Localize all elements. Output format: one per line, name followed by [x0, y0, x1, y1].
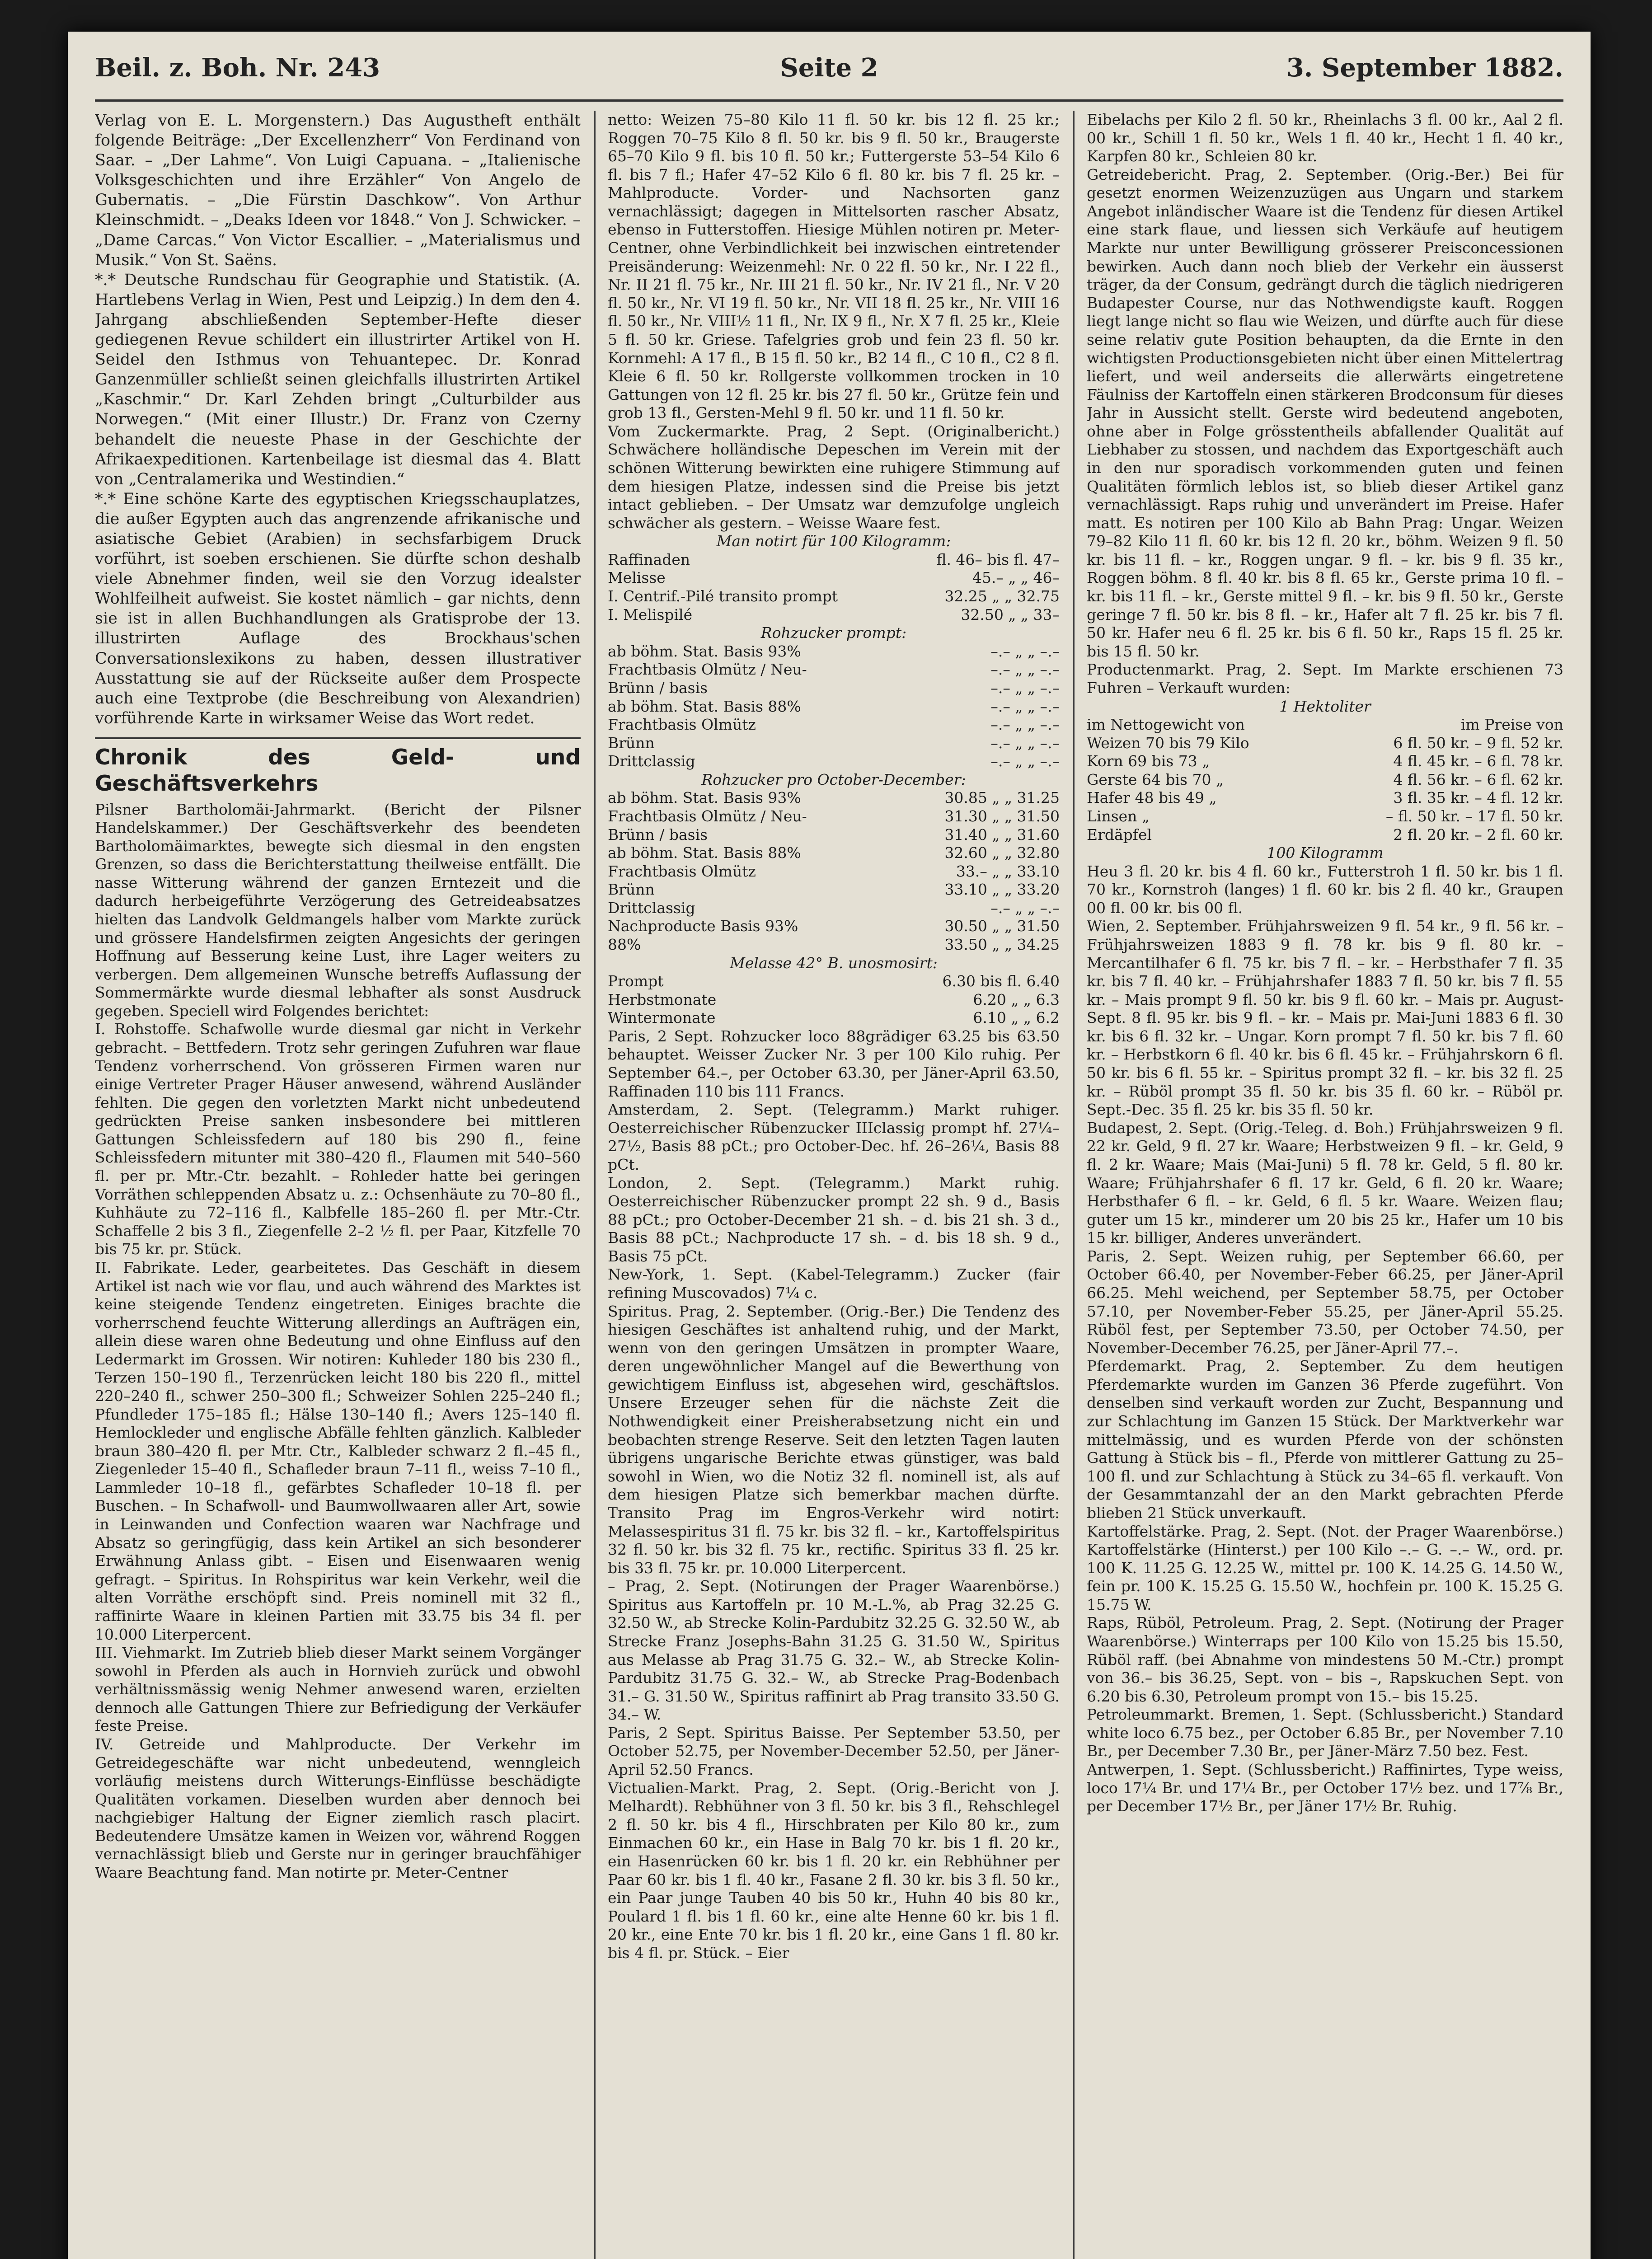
price-cell: –.– „ „ –.– — [990, 697, 1060, 715]
table-row — [608, 569, 1060, 587]
article-text: Amsterdam, 2. Sept. (Telegramm.) Markt ruhiger. Oesterreichischer Rübenzucker IIIclassig prompt hf. 27¼–27½, Basis 88 pCt.; pro October-Dec. hf. 26–26¼, Basis 88 pCt. — [608, 1101, 1060, 1173]
item-label-cell: Frachtbasis Olmütz / Neu- — [608, 807, 807, 825]
article-text: III. Viehmarkt. Im Zutrieb blieb dieser Markt seinem Vorgänger sowohl in Pferden als auch in Hornvieh zurück und obwohl verhältnissmässig wenig Nehmer anwesend waren, erzielten dennoch alle Gattungen Thiere zur Befriedigung der Verkäufer feste Preise. — [95, 1644, 581, 1735]
price-cell: 33.50 „ „ 34.25 — [944, 936, 1060, 954]
article-text: Paris, 2 Sept. Rohzucker loco 88grädiger 63.25 bis 63.50 behauptet. Weisser Zucker Nr. 3 per 100 Kilo ruhig. Per September 64.–, per October 63.30, per Jäner-April 63.50, Raffinaden 110 bis 111 Francs. — [608, 1027, 1060, 1100]
item-label-cell: Korn 69 bis 73 „ — [1087, 752, 1210, 770]
table-row — [608, 661, 1060, 679]
sugar-price-table — [608, 642, 1060, 771]
price-cell: 4 fl. 56 kr. – 6 fl. 62 kr. — [1393, 770, 1563, 788]
table-row — [608, 679, 1060, 698]
item-label-cell: Brünn / basis — [608, 825, 708, 844]
article-text: Paris, 2. Sept. Weizen ruhig, per September 66.60, per October 66.40, per November-Feber 66.25, per Jäner-April 66.25. Mehl weichend, per September 58.75, per October 57.10, per November-Feber 55.25, per Jäner-April 55.25. Rüböl fest, per September 73.50, per October 74.50, per November-December 76.25, per Jäner-April 77.–. — [1087, 1247, 1563, 1357]
item-label-cell: Hafer 48 bis 49 „ — [1087, 789, 1217, 807]
table-row — [608, 789, 1060, 807]
article-text: I. Rohstoffe. Schafwolle wurde diesmal gar nicht in Verkehr gebracht. – Bettfedern. Trotz sehr geringen Zufuhren war flaue Tendenz vorherrschend. Von grösseren Firmen waren nur einige Vertreter Prager Häuser anwesend, während Ausländer fehlten. Die gegen den vorletzten Markt nicht unbedeutend gedrückten Preise sanken insbesondere bei mittleren Gattungen Schleissfedern auf 180 bis 290 fl., feine Schleissfedern mitunter mit 380–420 fl., Flaumen mit 540–560 fl. per pr. Mtr.-Ctr. bezahlt. – Rohleder hatte bei geringen Vorräthen schleppenden Absatz u. z.: Ochsenhäute zu 70–80 fl., Kuhhäute zu 72–116 fl., Kalbfelle 185–260 fl. per Mtr.-Ctr. Schaffelle 2 bis 3 fl., Ziegenfelle 2–2 ½ fl. per Paar, Kitzfelle 70 bis 75 kr. pr. Stück. — [95, 1020, 581, 1258]
article-text: Budapest, 2. Sept. (Orig.-Teleg. d. Boh.) Frühjahrsweizen 9 fl. 22 kr. Geld, 9 fl. 27 kr. Waare; Herbstweizen 9 fl. – kr. Geld, 9 fl. 2 kr. Waare; Mais (Mai-Juni) 5 fl. 78 kr. Geld, 5 fl. 80 kr. Waare; Frühjahrshafer 6 fl. 17 kr. Geld, 6 fl. 20 kr. Waare; Herbsthafer 6 fl. – kr. Geld, 6 fl. 5 kr. Waare. Weizen flau; guter um 15 kr., minderer um 20 bis 25 kr., Hafer um 10 bis 15 kr. billiger, Anderes unverändert. — [1087, 1119, 1563, 1247]
column-1 — [95, 111, 581, 2259]
price-cell: –.– „ „ –.– — [990, 716, 1060, 734]
table-row — [1087, 734, 1563, 753]
item-label-cell: Brünn — [608, 734, 655, 752]
article-text: Wien, 2. September. Frühjahrsweizen 9 fl. 54 kr., 9 fl. 56 kr. – Frühjahrsweizen 1883 9 fl. 78 kr. bis 9 fl. 80 kr. – Mercantilhafer 6 fl. 75 kr. bis 7 fl. – kr. – Herbsthafer 7 fl. 35 kr. bis 7 fl. 40 kr. – Frühjahrshafer 1883 7 fl. 50 kr. bis 7 fl. 55 kr. – Mais prompt 9 fl. 50 kr. bis 9 fl. 60 kr. – Mais pr. August-Sept. 8 fl. 95 kr. bis 9 fl. – kr. – Mais pr. Mai-Juni 1883 6 fl. 30 kr. bis 6 fl. 32 kr. – Ungar. Korn prompt 7 fl. 50 kr. bis 7 fl. 60 kr. – Herbstkorn 6 fl. 40 kr. bis 6 fl. 45 kr. – Frühjahrskorn 6 fl. 50 kr. bis 6 fl. 55 kr. – Spiritus prompt 32 fl. – kr. bis 32 fl. 25 kr. – Rüböl prompt 35 fl. 50 kr. bis 35 fl. 60 kr. – Rüböl pr. Sept.-Dec. 35 fl. 25 kr. bis 35 fl. 50 kr. — [1087, 917, 1563, 1119]
price-cell: 31.40 „ „ 31.60 — [944, 825, 1060, 844]
article-text: Heu 3 fl. 20 kr. bis 4 fl. 60 kr., Futterstroh 1 fl. 50 kr. bis 1 fl. 70 kr., Kornstroh (langes) 1 fl. 60 kr. bis 2 fl. 40 kr., Graupen 00 fl. 00 kr. bis 00 fl. — [1087, 862, 1563, 917]
table-row — [1087, 771, 1563, 789]
item-label-cell: Raffinaden — [608, 550, 690, 568]
page-header — [95, 41, 1563, 95]
item-label-cell: 88% — [608, 936, 641, 954]
sugar-price-table — [608, 789, 1060, 954]
price-cell: 30.85 „ „ 31.25 — [944, 789, 1060, 807]
article-text: Productenmarkt. Prag, 2. Sept. Im Markte erschienen 73 Fuhren – Verkauft wurden: — [1087, 661, 1563, 697]
table-row — [608, 734, 1060, 753]
price-cell: 33.– „ „ 33.10 — [956, 862, 1060, 880]
table-row — [608, 972, 1060, 991]
table-row — [608, 826, 1060, 844]
table-row — [1087, 789, 1563, 807]
item-label-cell: Frachtbasis Olmütz — [608, 716, 756, 734]
item-label-cell: Brünn — [608, 881, 655, 899]
article-text: Victualien-Markt. Prag, 2. Sept. (Orig.-Bericht von J. Melhardt). Rebhühner von 3 fl. 50 kr. bis 3 fl., Rehschlegel 2 fl. 50 kr. bis 4 fl., Hirschbraten per Kilo 80 kr., zum Einmachen 60 kr., ein Hase in Balg 70 kr. bis 1 fl. 20 kr., ein Hasenrücken 60 kr. bis 1 fl. 20 kr. ein Rebhühner per Paar 60 kr. bis 1 fl. 40 kr., Fasane 2 fl. 30 kr. bis 3 fl. 50 kr., ein Paar junge Tauben 40 bis 50 kr., Huhn 40 bis 80 kr., Poulard 1 fl. bis 1 fl. 60 kr., eine alte Henne 60 kr. bis 1 fl. 20 kr., eine Ente 70 kr. bis 1 fl. 20 kr., eine Gans 1 fl. 80 kr. bis 4 fl. pr. Stück. – Eier — [608, 1779, 1060, 1962]
price-cell: 6.30 bis fl. 6.40 — [942, 972, 1060, 990]
price-cell: 32.25 „ „ 32.75 — [944, 587, 1060, 605]
article-text: New-York, 1. Sept. (Kabel-Telegramm.) Zucker (fair refining Muscovados) 7¼ c. — [608, 1265, 1060, 1302]
item-label-cell: ab böhm. Stat. Basis 88% — [608, 844, 801, 862]
price-cell: 6.10 „ „ 6.2 — [973, 1009, 1060, 1027]
article-text: *.* Deutsche Rundschau für Geographie und Statistik. (A. Hartlebens Verlag in Wien, Pest und Leipzig.) In dem den 4. Jahrgang abschließenden September-Hefte dieser gediegenen Revue schildert ein illustrirter Artikel von H. Seidel den Isthmus von Tehuantepec. Dr. Konrad Ganzenmüller schließt seinen gleichfalls illustrirten Artikel „Kaschmir.“ Dr. Karl Zehden bringt „Culturbilder aus Norwegen.“ (Mit einer Illustr.) Dr. Franz von Czerny behandelt die neueste Phase in der Geschichte der Afrikaexpeditionen. Kartenbeilage ist diesmal das 4. Blatt von „Centralamerika und Westindien.“ — [95, 271, 581, 488]
article-text: IV. Getreide und Mahlproducte. Der Verkehr im Getreidegeschäfte war nicht unbedeutend, wenngleich vorläufig meistens durch Witterungs-Einflüsse beschädigte Qualitäten vorkamen. Dieselben wurden aber dennoch bei nachgiebiger Haltung der Eigner ziemlich rasch placirt. Bedeutendere Umsätze kamen in Weizen vor, während Roggen vernachlässigt blieb und Gerste nur in geringer brauchfähiger Waare Beachtung fand. Man notirte pr. Meter-Centner — [95, 1735, 581, 1882]
price-cell: –.– „ „ –.– — [990, 679, 1060, 697]
price-cell: 31.30 „ „ 31.50 — [944, 807, 1060, 825]
article-text: Paris, 2 Sept. Spiritus Baisse. Per September 53.50, per October 52.75, per November-December 52.50, per Jäner-April 52.50 Francs. — [608, 1724, 1060, 1779]
table-row — [608, 642, 1060, 661]
price-cell: 6 fl. 50 kr. – 9 fl. 52 kr. — [1393, 734, 1563, 752]
table-header-cell: im Preise von — [1460, 716, 1563, 734]
price-cell: –.– „ „ –.– — [990, 899, 1060, 917]
sugar-price-table — [608, 551, 1060, 624]
column-3 — [1087, 111, 1563, 2259]
item-label-cell: Nachproducte Basis 93% — [608, 917, 798, 935]
header-date: 3. September 1882. — [1286, 53, 1563, 83]
article-text: Pilsner Bartholomäi-Jahrmarkt. (Bericht der Pilsner Handelskammer.) Der Geschäftsverkehr des beendeten Bartholomäimarktes, bewegte sich diesmal in den engsten Grenzen, so dass die Berichterstattung theilweise entfällt. Die nasse Witterung während der ganzen Erntezeit und die dadurch herbeigeführte Verzögerung des Getreideabsatzes hielten das Landvolk Geldmangels halber vom Markte zurück und grössere Handelsfirmen zeigten Angesichts der geringen Hoffnung auf Besserung keine Lust, ihre Lager weiters zu verbergen. Dem allgemeinen Wunsche betreffs Auflassung der Sommermärkte wurde diesmal lebhafter als sonst Ausdruck gegeben. Speciell wird Folgendes berichtet: — [95, 800, 581, 1020]
section-heading: Chronik des Geld- und Geschäftsverkehrs — [95, 737, 581, 797]
table-row — [608, 807, 1060, 826]
article-text: II. Fabrikate. Leder, gearbeitetes. Das Geschäft in diesem Artikel ist nach wie vor flau, und auch während des Marktes ist keine steigende Tendenz eingetreten. Einiges brachte die vorherrschend feuchte Witterung allerdings an Aufträgen ein, allein diese waren ohne Bedeutung und ohne Einfluss auf den Ledermarkt im Grossen. Wir notiren: Kuhleder 180 bis 230 fl., Terzen 150–190 fl., Terzenrücken leicht 180 bis 220 fl., mittel 220–240 fl., schwer 250–300 fl.; Schweizer Sohlen 225–240 fl.; Pfundleder 175–185 fl.; Hälse 130–140 fl.; Avers 125–140 fl. Hemlockleder und englische Abfälle fehlten gänzlich. Kalbleder braun 380–420 fl. per Mtr. Ctr., Kalbleder schwarz 2 fl.–45 fl., Ziegenleder 15–40 fl., Schafleder braun 7–11 fl., weiss 7–10 fl., Lammleder 10–18 fl., gefärbtes Schafleder 10–18 fl. per Buschen. – In Schafwoll- und Baumwollwaaren aller Art, sowie in Leinwanden und Confection waaren war Nachfrage und Absatz so geringfügig, dass kein Artikel an sich besonderer Erwähnung Anlass gibt. – Eisen und Eisenwaaren wenig gefragt. – Spiritus. In Rohspiritus war kein Verkehr, weil die alten Vorräthe erschöpft sind. Preis nominell mit 32 fl., raffinirte Waare in kleinen Partien mit 33.75 bis 34 fl. per 10.000 Literpercent. — [95, 1258, 581, 1643]
article-text: Verlag von E. L. Morgenstern.) Das Augustheft enthält folgende Beiträge: „Der Excellenzherr“ Von Ferdinand von Saar. – „Der Lahme“. Von Luigi Capuana. – „Italienische Volksgeschichten und ihre Erzähler“ Von Angelo de Gubernatis. – „Die Fürstin Daschkow“. Von Arthur Kleinschmidt. – „Deaks Ideen vor 1848.“ Von J. Schwicker. – „Dame Carcas.“ Von Victor Escallier. – „Materialismus und Musik.“ Von St. Saëns. — [95, 112, 581, 269]
table-row — [608, 698, 1060, 716]
item-label-cell: Drittclassig — [608, 899, 695, 917]
article-text: Petroleummarkt. Bremen, 1. Sept. (Schlussbericht.) Standard white loco 6.75 bez., per October 6.85 Br., per November 7.10 Br., per December 7.30 Br., per Jäner-März 7.50 bez. Fest. — [1087, 1706, 1563, 1760]
table-header-cell: im Nettogewicht von — [1087, 716, 1245, 734]
price-cell: –.– „ „ –.– — [990, 734, 1060, 752]
price-cell: –.– „ „ –.– — [990, 661, 1060, 679]
item-label-cell: Melisse — [608, 569, 666, 587]
price-cell: 2 fl. 20 kr. – 2 fl. 60 kr. — [1393, 825, 1563, 844]
price-cell: 32.50 „ „ 33– — [961, 605, 1060, 623]
item-label-cell: Frachtbasis Olmütz / Neu- — [608, 661, 807, 679]
table-row — [1087, 807, 1563, 826]
item-label-cell: ab böhm. Stat. Basis 93% — [608, 642, 801, 660]
table-row — [608, 917, 1060, 936]
table-caption: 100 Kilogramm — [1267, 844, 1384, 862]
produce-price-table — [1087, 734, 1563, 844]
table-row — [608, 899, 1060, 918]
article-text: *.* Eine schöne Karte des egyptischen Kriegsschauplatzes, die außer Egypten auch das angrenzende afrikanische und asiatische Gebiet (Arabien) in sechsfarbigem Druck vorführt, ist soeben erschienen. Sie dürfte schon deshalb viele Abnehmer finden, weil sie den Vorzug idealster Wohlfeilheit aufweist. Sie kostet nämlich – gar nichts, denn sie ist in allen Buchhandlungen als Gratisprobe der 13. illustrirten Auflage des Brockhaus'schen Conversationslexikons zu haben, dessen illustrativer Ausstattung sie auf der Rückseite außer dem Prospecte auch eine Textprobe (die Beschreibung von Alexandrien) vorführende Karte in wirksamer Weise das Wort redet. — [95, 490, 581, 727]
item-label-cell: Frachtbasis Olmütz — [608, 862, 756, 880]
table-row — [608, 862, 1060, 881]
price-cell: –.– „ „ –.– — [990, 752, 1060, 770]
item-label-cell: Brünn / basis — [608, 679, 708, 697]
article-text: Antwerpen, 1. Sept. (Schlussbericht.) Raffinirtes, Type weiss, loco 17¼ Br. und 17¼ Br., per October 17½ bez. und 17⅞ Br., per December 17½ Br., per Jäner 17½ Br. Ruhig. — [1087, 1761, 1563, 1815]
produce-table-header — [1087, 716, 1563, 734]
item-label-cell: Drittclassig — [608, 752, 695, 770]
table-row — [1087, 826, 1563, 844]
header-page-number: Seite 2 — [780, 53, 878, 83]
item-label-cell: Erdäpfel — [1087, 825, 1152, 844]
article-text: – Prag, 2. Sept. (Notirungen der Prager Waarenbörse.) Spiritus aus Kartoffeln pr. 10 M.-L.%, ab Prag 32.25 G. 32.50 W., ab Strecke Kolin-Pardubitz 32.25 G. 32.50 W., ab Strecke Franz Josephs-Bahn 31.25 G. 31.50 W., Spiritus aus Melasse ab Prag 31.75 G. 32.– W., ab Strecke Kolin-Pardubitz 31.75 G. 32.– W., ab Strecke Prag-Bodenbach 31.– G. 31.50 W., Spiritus raffinirt ab Prag transito 33.50 G. 34.– W. — [608, 1577, 1060, 1724]
table-row — [608, 991, 1060, 1009]
price-cell: 32.60 „ „ 32.80 — [944, 844, 1060, 862]
table-caption: Rohzucker pro October-December: — [701, 770, 966, 788]
price-cell: 4 fl. 45 kr. – 6 fl. 78 kr. — [1393, 752, 1563, 770]
table-row — [608, 551, 1060, 569]
article-text: Eibelachs per Kilo 2 fl. 50 kr., Rheinlachs 3 fl. 00 kr., Aal 2 fl. 00 kr., Schill 1 fl. 50 kr., Wels 1 fl. 40 kr., Hecht 1 fl. 40 kr., Karpfen 80 kr., Schleien 80 kr. — [1087, 111, 1563, 165]
item-label-cell: Prompt — [608, 972, 664, 990]
table-row — [608, 1009, 1060, 1027]
table-caption: 1 Hektoliter — [1279, 697, 1371, 715]
column-rule — [594, 111, 596, 2259]
item-label-cell: Weizen 70 bis 79 Kilo — [1087, 734, 1249, 752]
header-issue: Beil. z. Boh. Nr. 243 — [95, 53, 380, 83]
column-rule — [1073, 111, 1075, 2259]
item-label-cell: Wintermonate — [608, 1009, 716, 1027]
sugar-price-table — [608, 972, 1060, 1027]
price-cell: fl. 46– bis fl. 47– — [936, 550, 1060, 568]
article-text: Getreidebericht. Prag, 2. September. (Orig.-Ber.) Bei für gesetzt enormen Weizenzuzügen aus Ungarn und starkem Angebot inländischer Waare ist die Tendenz für diesen Artikel eine stark flaue, und liessen sich Verkäufe auf heutigem Markte nur unter Bewilligung grösserer Preisconcessionen bewirken. Auch dann noch blieb der Verkehr ein äusserst träger, da der Consum, gedrängt durch die täglich niedrigeren Budapester Course, nur das Nothwendigste kauft. Roggen liegt lange nicht so flau wie Weizen, und dürfte auch für diese seine relativ gute Position behaupten, da die Ernte in den wichtigsten Productionsgebieten nicht über einen Mittelertrag liefert, und weil anderseits die allerwärts eingetretene Fäulniss der Kartoffeln einen stärkeren Brodconsum für dieses Jahr in Aussicht stellt. Gerste wird bedeutend angeboten, ohne aber in Folge grösstentheils abfallender Qualität auf Liebhaber zu stossen, und nachdem das Exportgeschäft auch in den nur sporadisch vorkommenden guten und feinen Qualitäten förmlich leblos ist, so blieb dieser Artikel ganz vernachlässigt. Raps ruhig und unverändert im Preise. Hafer matt. Es notiren per 100 Kilo ab Bahn Prag: Ungar. Weizen 79–82 Kilo 11 fl. 60 kr. bis 12 fl. 20 kr., böhm. Weizen 9 fl. 50 kr. bis 11 fl. – kr., Roggen ungar. 9 fl. – kr. bis 9 fl. 35 kr., Roggen böhm. 8 fl. 40 kr. bis 8 fl. 65 kr., Gerste prima 10 fl. – kr. bis 11 fl. – kr., Gerste mittel 9 fl. – kr. bis 9 fl. 50 kr., Gerste geringe 7 fl. 50 kr. bis 8 fl. – kr., Hafer alt 7 fl. 25 kr. bis 7 fl. 50 kr. Hafer neu 6 fl. 25 kr. bis 6 fl. 50 kr., Raps 15 fl. 25 kr. bis 15 fl. 50 kr. — [1087, 165, 1563, 660]
price-cell: – fl. 50 kr. – 17 fl. 50 kr. — [1385, 807, 1563, 825]
article-text: London, 2. Sept. (Telegramm.) Markt ruhig. Oesterreichischer Rübenzucker prompt 22 sh. 9 d., Basis 88 pCt.; pro October-December 21 sh. – d. bis 21 sh. 3 d., Basis 88 pCt.; Nachproducte 17 sh. – d. bis 18 sh. 9 d., Basis 75 pCt. — [608, 1174, 1060, 1265]
table-caption: Man notirt für 100 Kilogramm: — [716, 532, 951, 550]
item-label-cell: Herbstmonate — [608, 990, 717, 1008]
table-row — [608, 716, 1060, 734]
article-text: Spiritus. Prag, 2. September. (Orig.-Ber.) Die Tendenz des hiesigen Geschäftes ist anhaltend ruhig, und der Markt, wenn von den geringen Umsätzen in prompter Waare, deren ungewöhnlicher Mangel auf die Bewerthung von gewichtigem Einfluss ist, abgesehen wird, geschäftslos. Unsere Erzeuger sehen für die nächste Zeit die Nothwendigkeit einer Preisherabsetzung nicht ein und beobachten strenge Reserve. Seit den letzten Tagen lauten übrigens ungarische Berichte etwas günstiger, was bald sowohl in Wien, wo die Notiz 32 fl. nominell ist, als auf dem hiesigen Platze sich bemerkbar machen dürfte. Transito Prag im Engros-Verkehr wird notirt: Melassespiritus 31 fl. 75 kr. bis 32 fl. – kr., Kartoffelspiritus 32 fl. 50 kr. bis 32 fl. 75 kr., rectific. Spiritus 33 fl. 25 kr. bis 33 fl. 75 kr. pr. 10.000 Literpercent. — [608, 1302, 1060, 1577]
item-label-cell: Linsen „ — [1087, 807, 1150, 825]
table-caption: Rohzucker prompt: — [760, 624, 907, 642]
table-row — [608, 881, 1060, 899]
table-row — [1087, 752, 1563, 771]
price-cell: 45.– „ „ 46– — [972, 569, 1060, 587]
price-cell: 6.20 „ „ 6.3 — [973, 990, 1060, 1008]
price-cell: 3 fl. 35 kr. – 4 fl. 12 kr. — [1393, 789, 1563, 807]
price-cell: –.– „ „ –.– — [990, 642, 1060, 660]
article-text: Raps, Rüböl, Petroleum. Prag, 2. Sept. (Notirung der Prager Waarenbörse.) Winterraps per 100 Kilo von 15.25 bis 15.50, Rüböl raff. (bei Abnahme von mindestens 50 M.-Ctr.) prompt von 36.– bis 36.25, Sept. von – bis –, Rapskuchen Sept. von 6.20 bis 6.30, Petroleum prompt von 15.– bis 15.25. — [1087, 1614, 1563, 1705]
table-row — [608, 844, 1060, 862]
item-label-cell: Gerste 64 bis 70 „ — [1087, 770, 1224, 788]
item-label-cell: I. Centrif.-Pilé transito prompt — [608, 587, 838, 605]
item-label-cell: ab böhm. Stat. Basis 93% — [608, 789, 801, 807]
table-row — [608, 752, 1060, 771]
table-row — [608, 936, 1060, 954]
column-2 — [608, 111, 1060, 2259]
item-label-cell: ab böhm. Stat. Basis 88% — [608, 697, 801, 715]
article-text: Vom Zuckermarkte. Prag, 2 Sept. (Originalbericht.) Schwächere holländische Depeschen im Verein mit der schönen Witterung bewirkten eine ruhigere Stimmung auf dem hiesigen Platze, indessen sind die Preise bis jetzt intact geblieben. – Der Umsatz war demzufolge ungleich schwächer als gestern. – Weisse Waare fest. — [608, 422, 1060, 532]
newspaper-page — [68, 32, 1591, 2259]
table-caption: Melasse 42° B. unosmosirt: — [730, 954, 938, 972]
article-text: Kartoffelstärke. Prag, 2. Sept. (Not. der Prager Waarenbörse.) Kartoffelstärke (Hinterst.) per 100 Kilo –.– G. –.– W., ord. pr. 100 K. 11.25 G. 12.25 W., mittel pr. 100 K. 14.25 G. 14.50 W., fein pr. 100 K. 15.25 G. 15.50 W., hochfein pr. 100 K. 15.25 G. 15.75 W. — [1087, 1522, 1563, 1613]
item-label-cell: I. Melispilé — [608, 605, 693, 623]
header-rule — [95, 99, 1563, 102]
table-row — [608, 606, 1060, 624]
article-text: Pferdemarkt. Prag, 2. September. Zu dem heutigen Pferdemarkte wurden im Ganzen 36 Pferde zugeführt. Von denselben sind verkauft worden zur Zucht, Bespannung und zur Schlachtung im Ganzen 15 Stück. Der Marktverkehr war mittelmässig, und es wurden Pferde von der schönsten Gattung à Stück bis – fl., Pferde von mittlerer Gattung zu 25–100 fl. und zur Schlachtung à Stück zu 34–65 fl. verkauft. Von der Gesammtanzahl der an den Markt gebrachten Pferde blieben 21 Stück unverkauft. — [1087, 1357, 1563, 1522]
article-text: netto: Weizen 75–80 Kilo 11 fl. 50 kr. bis 12 fl. 25 kr.; Roggen 70–75 Kilo 8 fl. 50 kr. bis 9 fl. 50 kr., Braugerste 65–70 Kilo 9 fl. bis 10 fl. 50 kr.; Futtergerste 53–54 Kilo 6 fl. bis 7 fl.; Hafer 47–52 Kilo 6 fl. 80 kr. bis 7 fl. 25 kr. – Mahlproducte. Vorder- und Nachsorten ganz vernachlässigt; dagegen in Mittelsorten rascher Absatz, ebenso in Futterstoffen. Hiesige Mühlen notiren pr. Meter-Centner, ohne Verbindlichkeit bei inzwischen eintretender Preisänderung: Weizenmehl: Nr. 0 22 fl. 50 kr., Nr. I 22 fl., Nr. II 21 fl. 75 kr., Nr. III 21 fl. 50 kr., Nr. IV 21 fl., Nr. V 20 fl. 50 kr., Nr. VI 19 fl. 50 kr., Nr. VII 18 fl. 25 kr., Nr. VIII 16 fl. 50 kr., Nr. VIII½ 11 fl., Nr. IX 9 fl., Nr. X 7 fl. 25 kr., Kleie 5 fl. 50 kr. Griese. Tafelgries grob und fein 23 fl. 50 kr. Kornmehl: A 17 fl., B 15 fl. 50 kr., B2 14 fl., C 10 fl., C2 8 fl. Kleie 6 fl. 50 kr. Rollgerste vollkommen trocken in 10 Gattungen von 12 fl. 25 kr. bis 27 fl. 50 kr., Grütze fein und grob 13 fl., Gersten-Mehl 9 fl. 50 kr. und 11 fl. 50 kr. — [608, 111, 1060, 422]
price-cell: 33.10 „ „ 33.20 — [944, 881, 1060, 899]
table-row — [608, 587, 1060, 606]
price-cell: 30.50 „ „ 31.50 — [944, 917, 1060, 935]
